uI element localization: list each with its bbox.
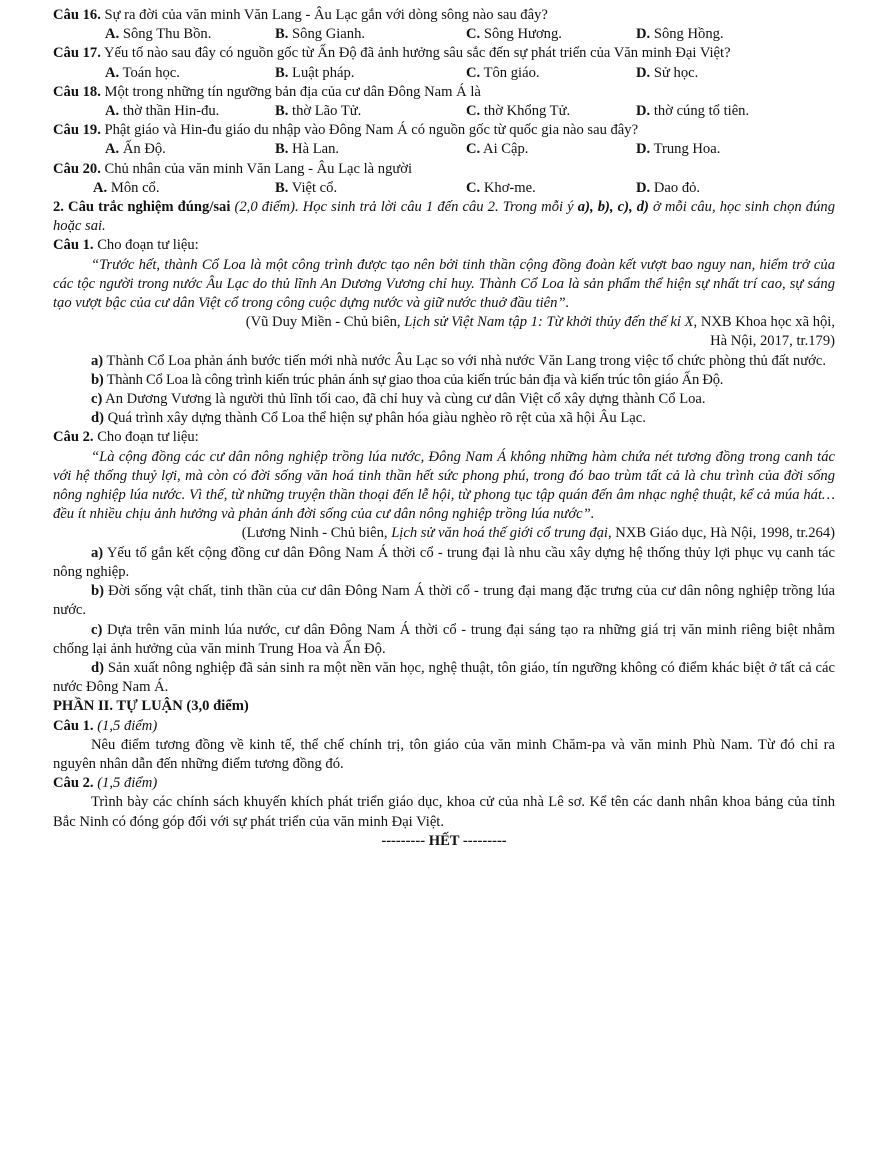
section-2-instructions <box>53 198 835 236</box>
statement-letter: c) <box>91 391 103 408</box>
option-c <box>466 102 636 121</box>
option-c <box>466 179 636 198</box>
statement-1c <box>53 390 835 409</box>
option-d <box>636 64 836 83</box>
option-letter: C. <box>466 103 481 120</box>
question-label: Câu 2. <box>53 775 94 792</box>
statement-letter: a) <box>91 544 104 561</box>
question-text: Sự ra đời của văn minh Văn Lang - Âu Lạc gắn với dòng sông nào sau đây? <box>100 7 548 23</box>
section-title: 2. Câu trắc nghiệm đúng/sai <box>53 199 231 216</box>
question-18 <box>53 83 835 102</box>
option-b <box>275 64 466 83</box>
options-20 <box>53 179 835 198</box>
options-17 <box>53 64 835 83</box>
option-letter: C. <box>466 64 481 81</box>
statement-text: Dựa trên văn minh lúa nước, cư dân Đông Nam Á thời cổ - trung đại sáng tạo ra những giá trị văn minh riêng biệt nhằm chống lại ảnh hưởng của văn minh Trung Hoa và Ấn Độ. <box>53 621 835 657</box>
statement-letter: d) <box>91 659 104 676</box>
question-label: Câu 1. <box>53 717 94 734</box>
part-2-title: PHẦN II. TỰ LUẬN (3,0 điểm) <box>53 698 249 715</box>
citation-text: , NXB Khoa học xã hội, <box>693 314 835 331</box>
statement-2c <box>53 621 835 659</box>
statement-text: Quá trình xây dựng thành Cổ Loa thể hiện sự phân hóa giàu nghèo rõ rệt của xã hội Âu Lạc. <box>103 410 646 427</box>
quote-1: “Trước hết, thành Cổ Loa là một công trình được tạo nên bởi tinh thần cộng đồng đoàn kết vượt bao nguy nan, hiểm trở của các tộc người trong nước Âu Lạc do thủ lĩnh An Dương Vương chỉ huy. Thành Cổ Loa là sản phẩm thể hiện sự nhất trí cao, sự sáng tạo vượt bậc của cư dân Việt cổ trong công cuộc dựng nước và giữ nước thuở đầu tiên”. <box>53 256 835 312</box>
question-text: Một trong những tín ngưỡng bản địa của cư dân Đông Nam Á là <box>100 83 481 100</box>
end-marker: --------- HẾT --------- <box>381 832 507 849</box>
option-text: Sông Hương. <box>480 26 562 43</box>
statement-letter: c) <box>91 621 103 638</box>
option-text: Luật pháp. <box>288 64 355 81</box>
question-text: Chủ nhân của văn minh Văn Lang - Âu Lạc là người <box>100 160 413 177</box>
statement-text: Đời sống vật chất, tinh thần của cư dân Đông Nam Á thời cổ - trung đại mang đặc trưng của cư dân nông nghiệp trồng lúa nước. <box>53 583 835 619</box>
option-text: Ai Cập. <box>480 141 529 158</box>
option-c <box>466 25 636 44</box>
options-16 <box>53 25 835 44</box>
citation-book-title: Lịch sử văn hoá thế giới cổ trung đại <box>391 525 608 542</box>
option-d <box>636 140 836 159</box>
option-text: Sông Gianh. <box>288 26 366 43</box>
question-label: Câu 1. <box>53 237 94 254</box>
statement-text: Yếu tố gắn kết cộng đồng cư dân Đông Nam Á thời cổ - trung đại là nhu cầu xây dựng hệ thống thủy lợi phục vụ canh tác nông nghiệp. <box>53 544 835 580</box>
option-letter: D. <box>636 141 651 158</box>
option-text: Khơ-me. <box>480 179 536 196</box>
option-d <box>636 102 836 121</box>
option-text: thờ Lão Tử. <box>288 103 362 120</box>
option-text: Môn cổ. <box>107 179 160 196</box>
option-c <box>466 64 636 83</box>
option-letter: D. <box>636 103 651 120</box>
question-label: Câu 2. <box>53 429 94 446</box>
question-label: Câu 20. <box>53 160 101 177</box>
statement-letter: b) <box>91 371 104 388</box>
option-a <box>105 102 275 121</box>
instruction-text: ở mỗi câu, học sinh chọn đúng hoặc sai. <box>53 199 835 235</box>
option-letter: B. <box>275 26 289 43</box>
statement-letter: d) <box>91 410 104 427</box>
quote-2: “Là cộng đồng các cư dân nông nghiệp trồng lúa nước, Đông Nam Á không những hàm chứa nét tương đồng trong canh tác với hệ thống thuỷ lợi, mà còn có đời sống văn hoá tinh thần hết sức phong phú, trong đó bao trùm tất cả là chu trình của đời sống nông nghiệp lúa nước. Vì thế, từ những truyện thần thoại đến lễ hội, từ phong tục tập quán đến âm nhạc nghệ thuật, kể cả múa hát… đều ít nhiều chịu ảnh hưởng và phản ánh đời sống của cư dân nông nghiệp trồng lúa nước”. <box>53 448 835 523</box>
option-a <box>105 140 275 159</box>
option-text: Toán học. <box>119 64 180 81</box>
citation-text: Hà Nội, 2017, tr.179) <box>710 333 835 350</box>
option-d <box>636 179 836 198</box>
option-d <box>636 25 836 44</box>
option-a <box>93 179 275 198</box>
option-letter: A. <box>105 64 120 81</box>
option-b <box>275 25 466 44</box>
question-19 <box>53 121 835 140</box>
option-text: thờ Khổng Tử. <box>480 103 571 120</box>
options-18 <box>53 102 835 121</box>
question-text: Yếu tố nào sau đây có nguồn gốc từ Ấn Độ đã ảnh hưởng sâu sắc đến sự phát triển của Văn minh Đại Việt? <box>100 45 731 62</box>
option-text: Trung Hoa. <box>650 141 721 158</box>
question-text: Phật giáo và Hin-đu giáo du nhập vào Đông Nam Á có nguồn gốc từ quốc gia nào sau đây? <box>100 122 639 139</box>
statement-text: Thành Cổ Loa phản ánh bước tiến mới nhà nước Âu Lạc so với nhà nước Văn Lang trong việc tổ chức phòng thủ đất nước. <box>103 352 826 369</box>
question-text: Cho đoạn tư liệu: <box>93 429 199 446</box>
option-b <box>275 179 466 198</box>
statement-1a <box>53 352 835 371</box>
option-text: Tôn giáo. <box>480 64 540 81</box>
question-label: Câu 17. <box>53 45 101 62</box>
statement-letter: b) <box>91 583 104 600</box>
option-text: thờ thần Hin-đu. <box>119 103 220 120</box>
option-text: Sông Thu Bồn. <box>119 26 212 43</box>
statement-text: Sản xuất nông nghiệp đã sản sinh ra một nền văn học, nghệ thuật, tôn giáo, tín ngưỡng không có điểm khác biệt ở tất cả các nước Đông Nam Á. <box>53 659 835 696</box>
option-text: thờ cúng tổ tiên. <box>650 103 750 120</box>
question-17 <box>53 44 835 63</box>
source-citation-1 <box>53 313 835 351</box>
option-text: Ấn Độ. <box>119 141 166 158</box>
option-letter: A. <box>105 26 120 43</box>
option-c <box>466 140 636 159</box>
citation-text: , NXB Giáo dục, Hà Nội, 1998, tr.264) <box>608 525 835 542</box>
statement-2d <box>53 659 835 697</box>
option-letter: A. <box>93 179 108 196</box>
option-text: Dao đỏ. <box>650 179 701 196</box>
option-letter: B. <box>275 141 289 158</box>
citation-text: (Vũ Duy Miền - Chủ biên, <box>245 314 405 331</box>
options-19 <box>53 140 835 159</box>
statement-1b <box>53 371 835 390</box>
option-letter: B. <box>275 64 289 81</box>
essay-question-2-text: Trình bày các chính sách khuyến khích phát triển giáo dục, khoa cử của nhà Lê sơ. Kể tên các danh nhân khoa bảng của tỉnh Bắc Ninh có đóng góp đối với sự phát triển của văn minh Đại Việt. <box>53 794 835 830</box>
question-20 <box>53 160 835 179</box>
option-b <box>275 102 466 121</box>
instruction-options: a), b), c), d) <box>577 199 649 216</box>
option-text: Hà Lan. <box>288 141 340 158</box>
option-b <box>275 140 466 159</box>
option-a <box>105 25 275 44</box>
statement-letter: a) <box>91 352 104 369</box>
essay-question-1-text: Nêu điểm tương đồng về kinh tế, thể chế chính trị, tôn giáo của văn minh Chăm-pa và văn minh Phù Nam. Từ đó chỉ ra nguyên nhân dẫn đến những điểm tương đồng đó. <box>53 736 835 772</box>
statement-text: An Dương Vương là người thủ lĩnh tối cao, đã chỉ huy và cùng cư dân Việt cổ xây dựng thành Cổ Loa. <box>102 391 706 408</box>
option-letter: D. <box>636 26 651 43</box>
option-letter: A. <box>105 141 120 158</box>
citation-text: (Lương Ninh - Chủ biên, <box>241 525 392 542</box>
option-letter: A. <box>105 103 120 120</box>
question-points: (1,5 điểm) <box>93 775 158 792</box>
statement-2a <box>53 544 835 582</box>
option-text: Sông Hồng. <box>650 26 724 43</box>
option-letter: B. <box>275 179 289 196</box>
citation-book-title: Lịch sử Việt Nam tập 1: Từ khởi thủy đến thế kỉ X <box>404 314 694 331</box>
statement-text: Thành Cổ Loa là công trình kiến trúc phản ánh sự giao thoa của kiến trúc bản địa và kiến trúc tôn giáo Ấn Độ. <box>103 371 724 388</box>
question-label: Câu 19. <box>53 122 101 139</box>
question-text: Cho đoạn tư liệu: <box>93 237 199 254</box>
option-letter: C. <box>466 26 481 43</box>
question-label: Câu 18. <box>53 83 101 100</box>
instruction-text: (2,0 điểm). Học sinh trả lời câu 1 đến câu 2. Trong mỗi ý <box>230 199 578 216</box>
tf-question-1 <box>53 236 835 255</box>
statement-2b <box>53 582 835 620</box>
question-16 <box>53 6 835 25</box>
option-text: Sử học. <box>650 64 699 81</box>
source-citation-2 <box>53 524 835 543</box>
option-a <box>105 64 275 83</box>
option-letter: B. <box>275 103 289 120</box>
option-letter: C. <box>466 141 481 158</box>
question-label: Câu 16. <box>53 7 101 23</box>
option-letter: C. <box>466 179 481 196</box>
essay-question-1 <box>53 717 835 736</box>
question-points: (1,5 điểm) <box>93 717 158 734</box>
option-text: Việt cổ. <box>288 179 338 196</box>
statement-1d <box>53 409 835 428</box>
tf-question-2 <box>53 428 835 447</box>
essay-question-2 <box>53 774 835 793</box>
option-letter: D. <box>636 64 651 81</box>
option-letter: D. <box>636 179 651 196</box>
